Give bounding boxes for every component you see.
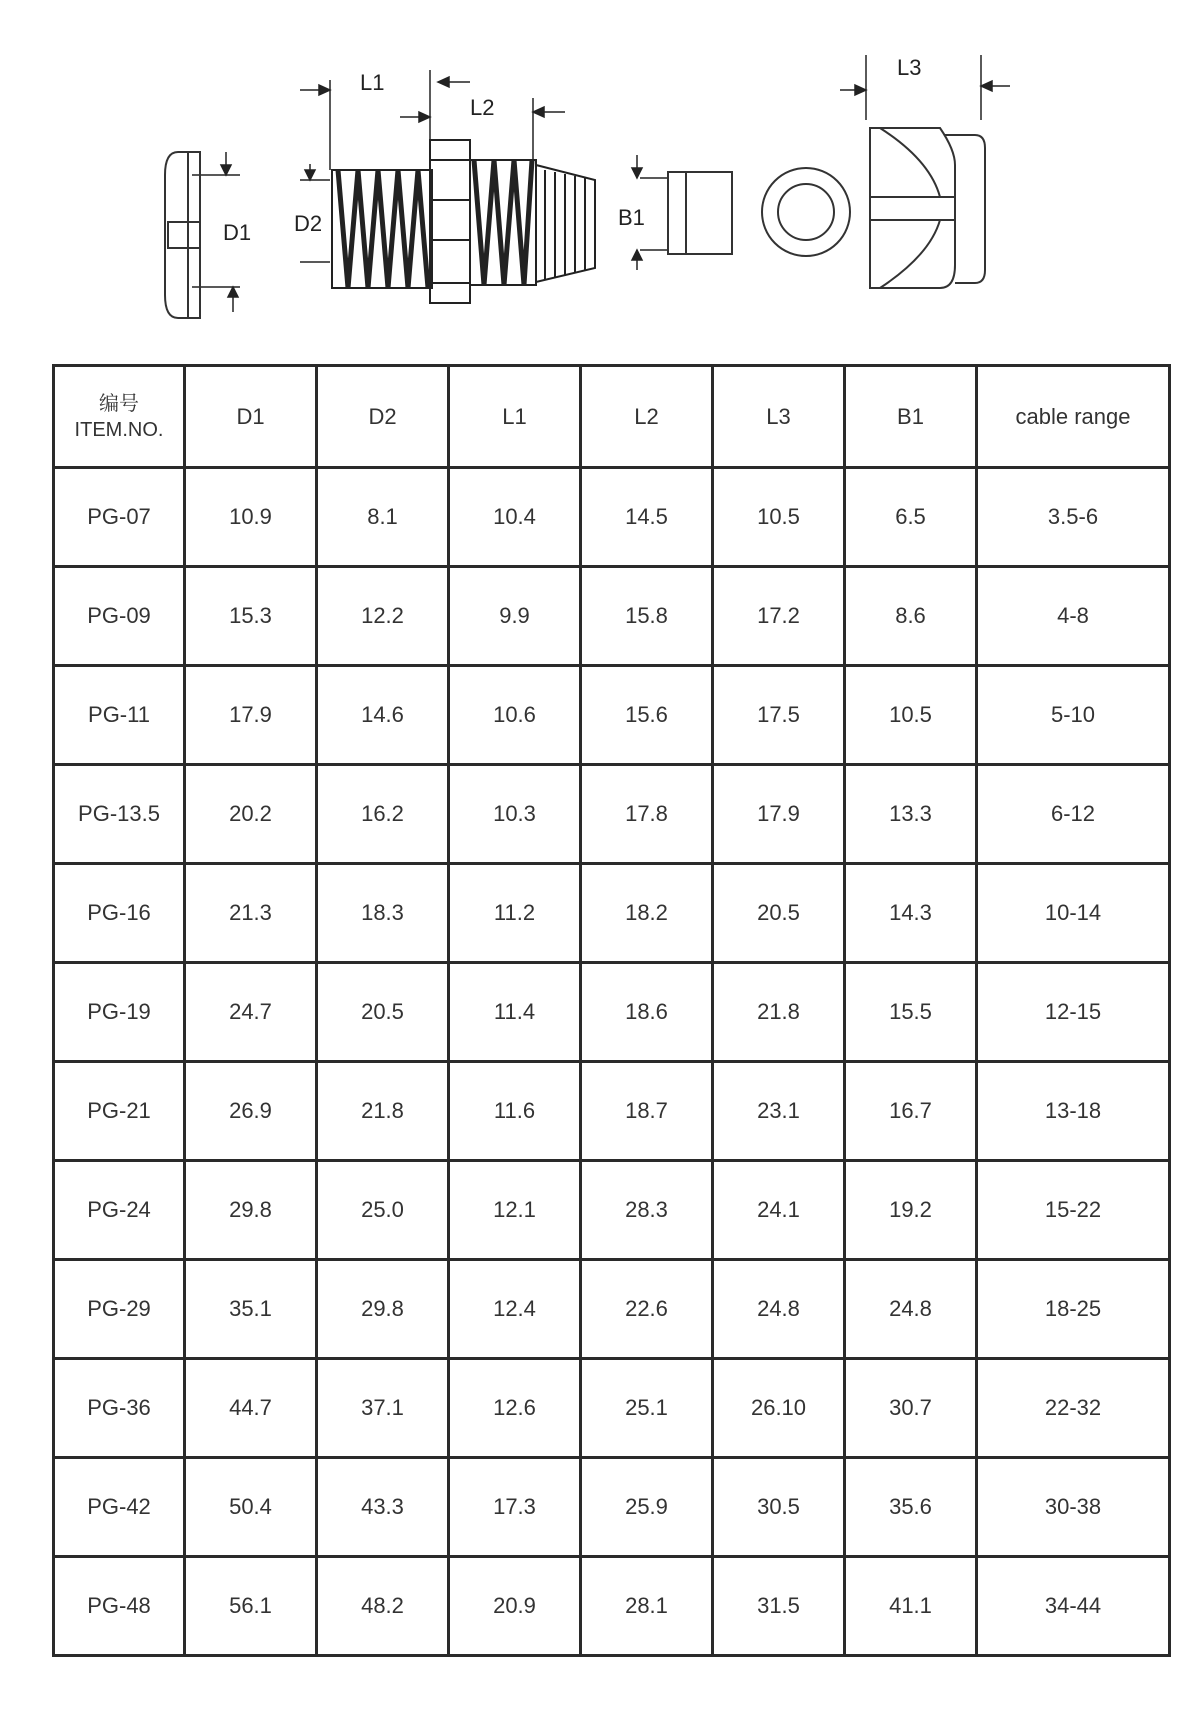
cell-item-no: PG-24 <box>54 1161 185 1260</box>
cell-d1: 20.2 <box>185 765 317 864</box>
header-d1: D1 <box>185 366 317 468</box>
dim-label-b1: B1 <box>618 205 645 230</box>
cell-cable-range: 30-38 <box>977 1458 1170 1557</box>
dim-label-d1: D1 <box>223 220 252 245</box>
thread-body-part <box>332 140 595 303</box>
cell-b1: 10.5 <box>845 666 977 765</box>
cell-l3: 20.5 <box>713 864 845 963</box>
cell-cable-range: 12-15 <box>977 963 1170 1062</box>
header-item-no-en: ITEM.NO. <box>74 418 164 441</box>
cell-d2: 14.6 <box>317 666 449 765</box>
cell-l1: 11.6 <box>449 1062 581 1161</box>
table-row <box>54 1359 1170 1458</box>
cell-d2: 21.8 <box>317 1062 449 1161</box>
header-l2: L2 <box>581 366 713 468</box>
cell-b1: 13.3 <box>845 765 977 864</box>
table-body <box>54 468 1170 1656</box>
cell-l2: 15.6 <box>581 666 713 765</box>
cell-d1: 26.9 <box>185 1062 317 1161</box>
cell-b1: 30.7 <box>845 1359 977 1458</box>
seal-insert-part <box>668 172 732 254</box>
cell-l3: 10.5 <box>713 468 845 567</box>
cell-l2: 22.6 <box>581 1260 713 1359</box>
cell-item-no: PG-09 <box>54 567 185 666</box>
cell-cable-range: 18-25 <box>977 1260 1170 1359</box>
cell-l1: 10.6 <box>449 666 581 765</box>
cell-l2: 18.2 <box>581 864 713 963</box>
dimension-lines <box>192 55 1010 312</box>
cell-l3: 21.8 <box>713 963 845 1062</box>
header-item-no <box>54 366 185 468</box>
dim-label-d2: D2 <box>294 211 323 236</box>
cell-d1: 17.9 <box>185 666 317 765</box>
cell-b1: 14.3 <box>845 864 977 963</box>
cell-d1: 10.9 <box>185 468 317 567</box>
cell-item-no: PG-16 <box>54 864 185 963</box>
table-row <box>54 1260 1170 1359</box>
dome-nut-part <box>870 128 985 288</box>
cell-d2: 29.8 <box>317 1260 449 1359</box>
cell-l3: 24.1 <box>713 1161 845 1260</box>
cell-l3: 30.5 <box>713 1458 845 1557</box>
header-item-no-cn: 编号 <box>99 392 139 415</box>
cell-l2: 14.5 <box>581 468 713 567</box>
table-row <box>54 1557 1170 1656</box>
table-row <box>54 468 1170 567</box>
cell-cable-range: 5-10 <box>977 666 1170 765</box>
cell-cable-range: 22-32 <box>977 1359 1170 1458</box>
cell-l2: 28.1 <box>581 1557 713 1656</box>
cell-cable-range: 10-14 <box>977 864 1170 963</box>
cell-l1: 17.3 <box>449 1458 581 1557</box>
cell-item-no: PG-07 <box>54 468 185 567</box>
table-row <box>54 1458 1170 1557</box>
table-row <box>54 963 1170 1062</box>
cell-l3: 31.5 <box>713 1557 845 1656</box>
cell-item-no: PG-19 <box>54 963 185 1062</box>
cell-item-no: PG-36 <box>54 1359 185 1458</box>
cell-d2: 16.2 <box>317 765 449 864</box>
cell-l2: 25.1 <box>581 1359 713 1458</box>
cell-cable-range: 34-44 <box>977 1557 1170 1656</box>
header-cable-range: cable range <box>977 366 1170 468</box>
cell-l3: 17.5 <box>713 666 845 765</box>
cell-cable-range: 15-22 <box>977 1161 1170 1260</box>
cell-d2: 25.0 <box>317 1161 449 1260</box>
cell-d1: 44.7 <box>185 1359 317 1458</box>
table-row <box>54 1062 1170 1161</box>
cell-l3: 26.10 <box>713 1359 845 1458</box>
cell-d1: 35.1 <box>185 1260 317 1359</box>
cell-b1: 41.1 <box>845 1557 977 1656</box>
cell-b1: 15.5 <box>845 963 977 1062</box>
cell-cable-range: 3.5-6 <box>977 468 1170 567</box>
cell-item-no: PG-29 <box>54 1260 185 1359</box>
cell-b1: 35.6 <box>845 1458 977 1557</box>
cell-d1: 29.8 <box>185 1161 317 1260</box>
cell-b1: 16.7 <box>845 1062 977 1161</box>
cell-l1: 11.4 <box>449 963 581 1062</box>
cell-d2: 37.1 <box>317 1359 449 1458</box>
header-l1: L1 <box>449 366 581 468</box>
cell-l3: 24.8 <box>713 1260 845 1359</box>
washer-ring-part <box>762 168 850 256</box>
table-row <box>54 1161 1170 1260</box>
cell-item-no: PG-42 <box>54 1458 185 1557</box>
cell-d2: 12.2 <box>317 567 449 666</box>
cell-l1: 10.4 <box>449 468 581 567</box>
cell-d1: 24.7 <box>185 963 317 1062</box>
dim-label-l3: L3 <box>897 55 922 80</box>
cell-l1: 11.2 <box>449 864 581 963</box>
cell-item-no: PG-48 <box>54 1557 185 1656</box>
table-row <box>54 765 1170 864</box>
cell-d1: 50.4 <box>185 1458 317 1557</box>
cell-d1: 21.3 <box>185 864 317 963</box>
table-row <box>54 567 1170 666</box>
cell-d1: 15.3 <box>185 567 317 666</box>
table-row <box>54 666 1170 765</box>
cell-item-no: PG-11 <box>54 666 185 765</box>
cell-l2: 25.9 <box>581 1458 713 1557</box>
cell-l2: 28.3 <box>581 1161 713 1260</box>
cell-l3: 17.2 <box>713 567 845 666</box>
cell-l1: 12.6 <box>449 1359 581 1458</box>
cell-l3: 17.9 <box>713 765 845 864</box>
cell-item-no: PG-13.5 <box>54 765 185 864</box>
cable-gland-technical-drawing <box>0 0 1193 340</box>
cell-cable-range: 4-8 <box>977 567 1170 666</box>
table-row <box>54 864 1170 963</box>
cell-l2: 18.7 <box>581 1062 713 1161</box>
cell-b1: 19.2 <box>845 1161 977 1260</box>
cell-b1: 24.8 <box>845 1260 977 1359</box>
cell-d1: 56.1 <box>185 1557 317 1656</box>
cell-d2: 48.2 <box>317 1557 449 1656</box>
cell-l2: 18.6 <box>581 963 713 1062</box>
cell-l2: 17.8 <box>581 765 713 864</box>
cell-l1: 9.9 <box>449 567 581 666</box>
dim-label-l1: L1 <box>360 70 385 95</box>
cell-l1: 12.4 <box>449 1260 581 1359</box>
cell-d2: 8.1 <box>317 468 449 567</box>
cell-d2: 20.5 <box>317 963 449 1062</box>
cell-d2: 18.3 <box>317 864 449 963</box>
cell-l1: 10.3 <box>449 765 581 864</box>
cell-l1: 20.9 <box>449 1557 581 1656</box>
table-header-row <box>54 366 1170 468</box>
cap-part <box>165 152 200 318</box>
dim-label-l2: L2 <box>470 95 495 120</box>
cell-b1: 6.5 <box>845 468 977 567</box>
header-l3: L3 <box>713 366 845 468</box>
header-b1: B1 <box>845 366 977 468</box>
cell-item-no: PG-21 <box>54 1062 185 1161</box>
dimension-spec-table <box>52 364 1171 1657</box>
cell-cable-range: 6-12 <box>977 765 1170 864</box>
header-d2: D2 <box>317 366 449 468</box>
cell-d2: 43.3 <box>317 1458 449 1557</box>
cell-l3: 23.1 <box>713 1062 845 1161</box>
cell-l1: 12.1 <box>449 1161 581 1260</box>
cell-cable-range: 13-18 <box>977 1062 1170 1161</box>
cell-l2: 15.8 <box>581 567 713 666</box>
cell-b1: 8.6 <box>845 567 977 666</box>
